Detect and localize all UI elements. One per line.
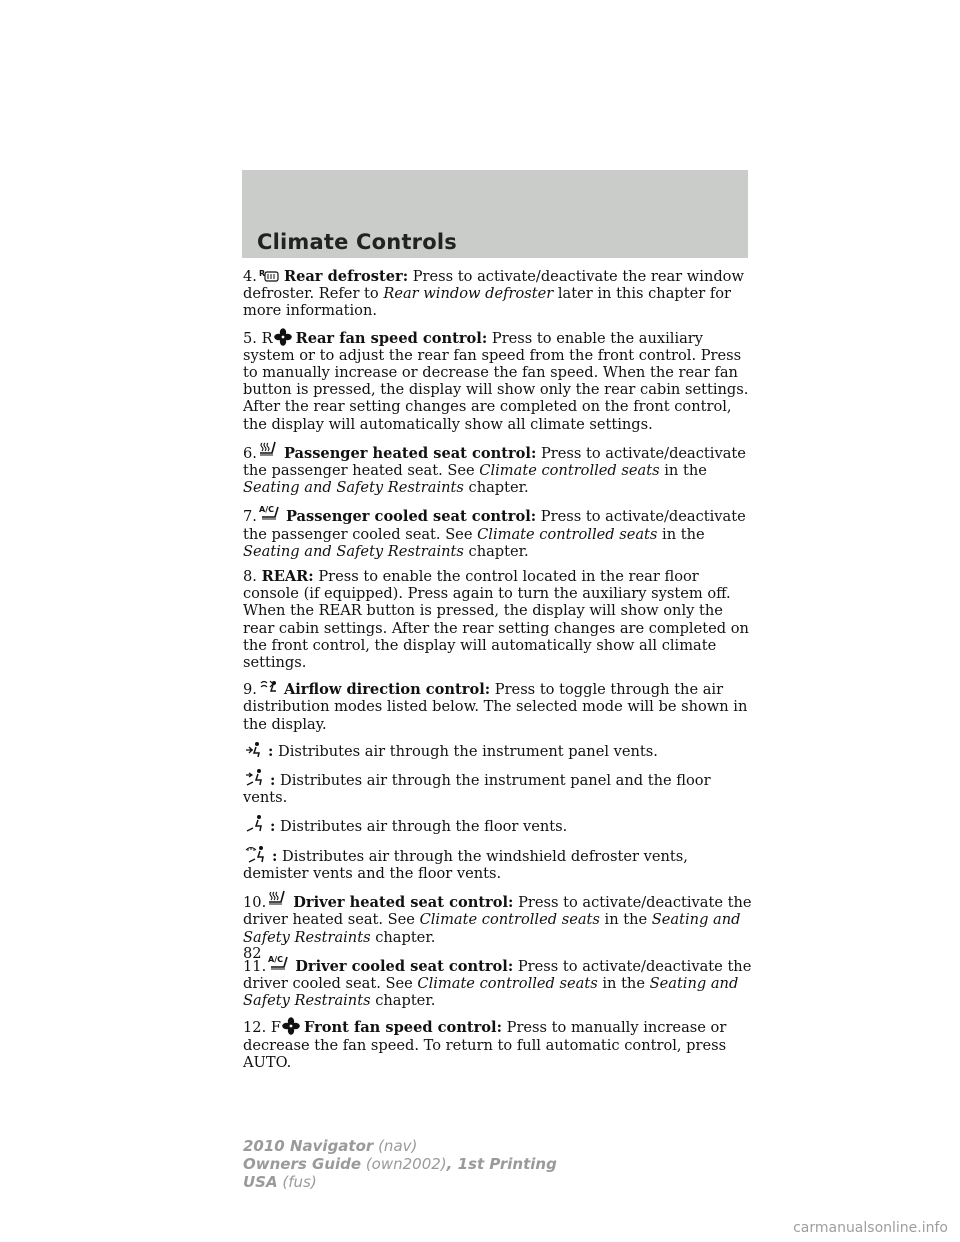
item-label: Passenger heated seat control: [283,444,537,462]
item-front-fan-speed: 12. F Front fan speed control: Press to manually increase or decrease the fan speed. To return to full automatic control, press AUTO. [243,1019,727,1071]
heated-seat-icon [258,441,280,461]
rear-defroster-icon [258,268,280,284]
item-number: 8. [243,568,257,586]
item-label: Rear defroster: [283,268,409,285]
item-number: 7. [243,508,257,526]
item-label: REAR: [261,568,314,586]
chapter-reference[interactable]: Seating and Safety Restraints [243,542,464,560]
item-label: Airflow direction control: [283,681,491,699]
document-footer [243,1137,557,1191]
item-driver-heated-seat: 10. Driver heated seat control: Press to activate/deactivate the driver heated seat. See Climate controlled seats in the Seating and Safety Restraints chapter. [243,890,753,946]
floor-vent-icon [244,814,266,834]
item-airflow-direction: 9. Airflow direction control: Press to toggle through the air distribution modes listed below. The selected mode will be shown in the display. [243,681,748,733]
cross-reference[interactable]: Climate controlled seats [417,974,598,992]
mode-floor-vents: : Distributes air through the floor vents. [243,814,753,835]
item-passenger-heated-seat: 6. Passenger heated seat control: Press to activate/deactivate the passenger heated seat. See Climate controlled seats in the Seating and Safety Restraints chapter. [243,441,753,497]
chapter-reference[interactable]: Seating and Safety Restraints [243,911,741,946]
item-number: 10. [243,894,267,912]
fan-icon [282,1017,300,1035]
item-number: 6. [243,444,257,462]
airflow-icon [258,679,280,697]
ac-text: A/C [268,954,284,964]
defrost-floor-icon [244,844,268,864]
item-label: Passenger cooled seat control: [285,508,537,526]
item-label: Rear fan speed control: [295,329,488,347]
cooled-seat-icon [267,954,291,974]
ac-text: A/C [258,505,274,515]
item-passenger-cooled-seat: 7. A/C Passenger cooled seat control: Press to activate/deactivate the passenger cooled seat. See Climate controlled seats in the Seating and Safety Restraints chapter. [243,505,746,560]
cross-reference[interactable]: Climate controlled seats [479,462,660,480]
panel-vent-icon [244,741,264,759]
page-number: 82 [243,945,262,962]
footer-line-3: USA (fus) [243,1173,317,1191]
item-number: 12. F [243,1019,281,1037]
page-content [243,268,753,1079]
cross-reference[interactable]: Climate controlled seats [477,525,658,543]
fan-icon [274,328,292,346]
item-number: 11. [243,957,267,975]
item-rear-defroster: 4. R Rear defroster: Press to activate/deactivate the rear window defroster. Refer to Rear window defroster later in this chapter for more information. [243,268,744,320]
mode-defrost-floor-vents: : Distributes air through the windshield defroster vents, demister vents and the floor vents. [243,844,753,882]
item-label: Driver heated seat control: [293,894,514,912]
item-number: 4. [243,268,257,285]
cooled-seat-icon [258,504,282,524]
chapter-reference[interactable]: Seating and Safety Restraints [243,479,464,497]
item-rear: 8. REAR: Press to enable the control located in the rear floor console (if equipped). Press again to turn the auxiliary system off. When the REAR button is pressed, the display will show only the rear cabin settings. After the rear setting changes are completed on the front control, the display will automatically show all climate settings. [243,568,749,672]
cross-reference[interactable]: Climate controlled seats [419,911,600,929]
heated-seat-icon [267,890,289,910]
section-title: Climate Controls [257,230,457,254]
chapter-reference[interactable]: Seating and Safety Restraints [243,974,739,1010]
item-label: Front fan speed control: [303,1019,502,1037]
cross-reference[interactable]: Rear window defroster [383,285,554,303]
item-rear-fan-speed: 5. R Rear fan speed control: Press to enable the auxiliary system or to adjust the rear fan speed from the front control. Press to manually increase or decrease the fan speed. When the rear fan button is pressed, the display will show only the rear cabin settings. After the rear setting changes are completed on the front control, the display will automatically show all climate settings. [243,329,749,433]
watermark: carmanualsonline.info [793,1220,948,1236]
mode-panel-vents: : Distributes air through the instrument panel vents. [243,741,753,760]
svg-text:R: R [258,269,266,278]
section-header [242,170,748,258]
item-driver-cooled-seat: 11. A/C Driver cooled seat control: Press to activate/deactivate the driver cooled seat. See Climate controlled seats in the Seating and Safety Restraints chapter. [243,954,752,1010]
mode-panel-floor-vents: : Distributes air through the instrument panel and the floor vents. [243,768,753,806]
footer-line-1: 2010 Navigator (nav) [243,1137,418,1155]
footer-line-2: Owners Guide (own2002), 1st Printing [243,1155,557,1173]
panel-floor-icon [244,768,266,788]
item-label: Driver cooled seat control: [295,957,514,975]
item-number: 9. [243,681,257,699]
item-number: 5. R [243,329,273,347]
